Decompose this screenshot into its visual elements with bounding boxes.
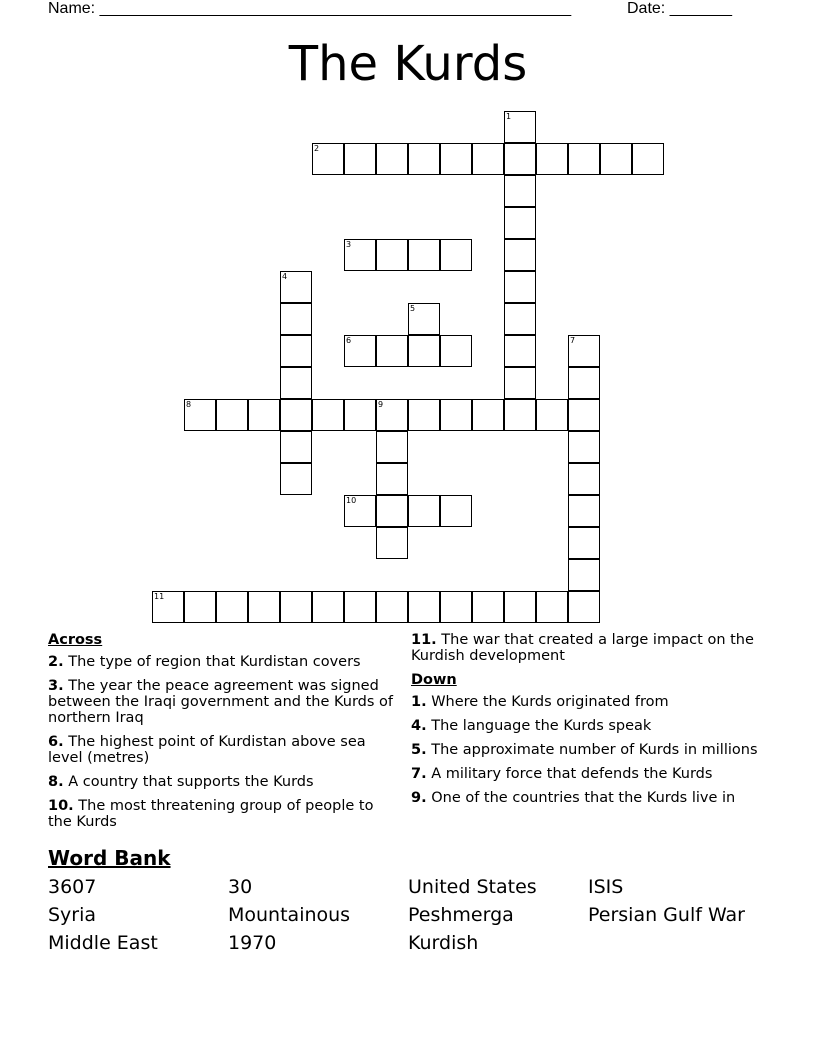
- cell-number: 7: [570, 336, 576, 345]
- cell-number: 11: [154, 592, 165, 601]
- cell-number: 1: [506, 112, 512, 121]
- crossword-cell[interactable]: [376, 495, 408, 527]
- clue-number: 9.: [411, 790, 427, 806]
- crossword-cell[interactable]: [568, 367, 600, 399]
- crossword-cell[interactable]: [280, 271, 312, 303]
- down-heading: Down: [411, 672, 457, 688]
- clue-text: The approximate number of Kurds in millions: [431, 742, 758, 758]
- clues-right-column: [411, 632, 771, 814]
- crossword-cell[interactable]: [344, 399, 376, 431]
- clue-number: 3.: [48, 678, 64, 694]
- crossword-cell[interactable]: [376, 431, 408, 463]
- clue-number: 10.: [48, 798, 74, 814]
- clue-across-3: [48, 678, 398, 726]
- clue-down-4: [411, 718, 771, 734]
- word-bank-item: Persian Gulf War: [588, 904, 745, 926]
- clue-down-9: [411, 790, 771, 806]
- crossword-cell[interactable]: [568, 335, 600, 367]
- crossword-cell[interactable]: [504, 111, 536, 143]
- cell-number: 10: [346, 496, 357, 505]
- clue-text: The language the Kurds speak: [431, 718, 652, 734]
- crossword-cell[interactable]: [440, 591, 472, 623]
- crossword-cell[interactable]: [184, 591, 216, 623]
- clue-number: 4.: [411, 718, 427, 734]
- cell-number: 6: [346, 336, 352, 345]
- crossword-cell[interactable]: [280, 399, 312, 431]
- across-heading: Across: [48, 632, 103, 648]
- clue-text: A military force that defends the Kurds: [431, 766, 713, 782]
- cell-number: 2: [314, 144, 320, 153]
- cell-number: 4: [282, 272, 288, 281]
- crossword-cell[interactable]: [280, 367, 312, 399]
- clue-number: 8.: [48, 774, 64, 790]
- crossword-cell[interactable]: [312, 399, 344, 431]
- crossword-cell[interactable]: [504, 271, 536, 303]
- crossword-cell[interactable]: [376, 591, 408, 623]
- crossword-cell[interactable]: [248, 591, 280, 623]
- clue-across-10: [48, 798, 398, 830]
- name-field-label[interactable]: Name: _____________________________________________________: [48, 0, 572, 17]
- clue-across-2: [48, 654, 398, 670]
- crossword-cell[interactable]: [344, 591, 376, 623]
- crossword-cell[interactable]: [504, 175, 536, 207]
- clue-text: The type of region that Kurdistan covers: [68, 654, 361, 670]
- crossword-cell[interactable]: [344, 239, 376, 271]
- crossword-cell[interactable]: [504, 303, 536, 335]
- crossword-cell[interactable]: [408, 303, 440, 335]
- crossword-cell[interactable]: [376, 399, 408, 431]
- crossword-cell[interactable]: [376, 463, 408, 495]
- cell-number: 5: [410, 304, 416, 313]
- page-title: The Kurds: [288, 36, 528, 92]
- clue-number: 11.: [411, 632, 437, 648]
- crossword-cell[interactable]: [504, 207, 536, 239]
- clue-number: 5.: [411, 742, 427, 758]
- crossword-cell[interactable]: [504, 591, 536, 623]
- crossword-cell[interactable]: [472, 591, 504, 623]
- crossword-cell[interactable]: [504, 335, 536, 367]
- clue-text: The year the peace agreement was signed between the Iraqi government and the Kurds of northern Iraq: [48, 678, 394, 726]
- crossword-cell[interactable]: [408, 591, 440, 623]
- crossword-cell[interactable]: [376, 143, 408, 175]
- crossword-cell[interactable]: [568, 495, 600, 527]
- word-bank-item: Syria: [48, 904, 97, 926]
- crossword-cell[interactable]: [184, 399, 216, 431]
- word-bank-item: Mountainous: [228, 904, 351, 926]
- crossword-cell[interactable]: [472, 399, 504, 431]
- crossword-cell[interactable]: [440, 399, 472, 431]
- clue-text: A country that supports the Kurds: [68, 774, 314, 790]
- word-bank-item: ISIS: [588, 876, 624, 898]
- clue-number: 1.: [411, 694, 427, 710]
- word-bank-item: 1970: [228, 932, 277, 954]
- crossword-cell[interactable]: [632, 143, 664, 175]
- crossword-cell[interactable]: [504, 399, 536, 431]
- clue-down-1: [411, 694, 771, 710]
- clue-number: 6.: [48, 734, 64, 750]
- crossword-cell[interactable]: [408, 335, 440, 367]
- crossword-cell[interactable]: [440, 143, 472, 175]
- crossword-cell[interactable]: [440, 495, 472, 527]
- crossword-cell[interactable]: [344, 335, 376, 367]
- cell-number: 3: [346, 240, 352, 249]
- crossword-cell[interactable]: [504, 143, 536, 175]
- crossword-cell[interactable]: [280, 591, 312, 623]
- crossword-cell[interactable]: [568, 431, 600, 463]
- clue-text: Where the Kurds originated from: [431, 694, 669, 710]
- crossword-cell[interactable]: [568, 399, 600, 431]
- clue-text: The war that created a large impact on the Kurdish development: [411, 632, 754, 664]
- clue-text: The highest point of Kurdistan above sea level (metres): [48, 734, 366, 766]
- crossword-cell[interactable]: [536, 399, 568, 431]
- clue-across-11: [411, 632, 771, 664]
- clue-text: One of the countries that the Kurds live in: [431, 790, 736, 806]
- clue-across-6: [48, 734, 398, 766]
- crossword-cell[interactable]: [440, 335, 472, 367]
- crossword-cell[interactable]: [280, 335, 312, 367]
- clue-down-7: [411, 766, 771, 782]
- crossword-cell[interactable]: [376, 527, 408, 559]
- crossword-cell[interactable]: [344, 143, 376, 175]
- crossword-cell[interactable]: [408, 143, 440, 175]
- crossword-cell[interactable]: [408, 495, 440, 527]
- crossword-cell[interactable]: [280, 431, 312, 463]
- header: [0, 0, 816, 22]
- crossword-cell[interactable]: [568, 527, 600, 559]
- crossword-cell[interactable]: [408, 239, 440, 271]
- crossword-cell[interactable]: [600, 143, 632, 175]
- crossword-cell[interactable]: [440, 239, 472, 271]
- clue-across-8: [48, 774, 398, 790]
- crossword-cell[interactable]: [568, 559, 600, 591]
- word-bank-item: Kurdish: [408, 932, 479, 954]
- crossword-cell[interactable]: [312, 143, 344, 175]
- cell-number: 9: [378, 400, 384, 409]
- crossword-cell[interactable]: [216, 399, 248, 431]
- clues-left-column: [48, 632, 398, 838]
- crossword-cell[interactable]: [344, 495, 376, 527]
- crossword-cell[interactable]: [376, 335, 408, 367]
- crossword-cell[interactable]: [248, 399, 280, 431]
- crossword-cell[interactable]: [568, 591, 600, 623]
- crossword-cell[interactable]: [152, 591, 184, 623]
- word-bank-item: 3607: [48, 876, 97, 898]
- word-bank-title: Word Bank: [48, 846, 171, 870]
- word-bank-item: 30: [228, 876, 253, 898]
- crossword-cell[interactable]: [376, 239, 408, 271]
- crossword-cell[interactable]: [312, 591, 344, 623]
- crossword-cell[interactable]: [280, 303, 312, 335]
- crossword-cell[interactable]: [536, 591, 568, 623]
- crossword-cell[interactable]: [280, 463, 312, 495]
- clue-number: 2.: [48, 654, 64, 670]
- date-field-label[interactable]: Date: _______: [627, 0, 732, 17]
- cell-number: 8: [186, 400, 192, 409]
- crossword-cell[interactable]: [504, 367, 536, 399]
- crossword-cell[interactable]: [504, 239, 536, 271]
- crossword-cell[interactable]: [216, 591, 248, 623]
- crossword-cell[interactable]: [536, 143, 568, 175]
- clue-text: The most threatening group of people to the Kurds: [48, 798, 374, 830]
- crossword-cell[interactable]: [472, 143, 504, 175]
- crossword-cell[interactable]: [568, 463, 600, 495]
- clue-number: 7.: [411, 766, 427, 782]
- clue-down-5: [411, 742, 771, 758]
- crossword-cell[interactable]: [408, 399, 440, 431]
- crossword-cell[interactable]: [568, 143, 600, 175]
- word-bank-item: Middle East: [48, 932, 158, 954]
- word-bank-item: United States: [408, 876, 537, 898]
- word-bank-item: Peshmerga: [408, 904, 514, 926]
